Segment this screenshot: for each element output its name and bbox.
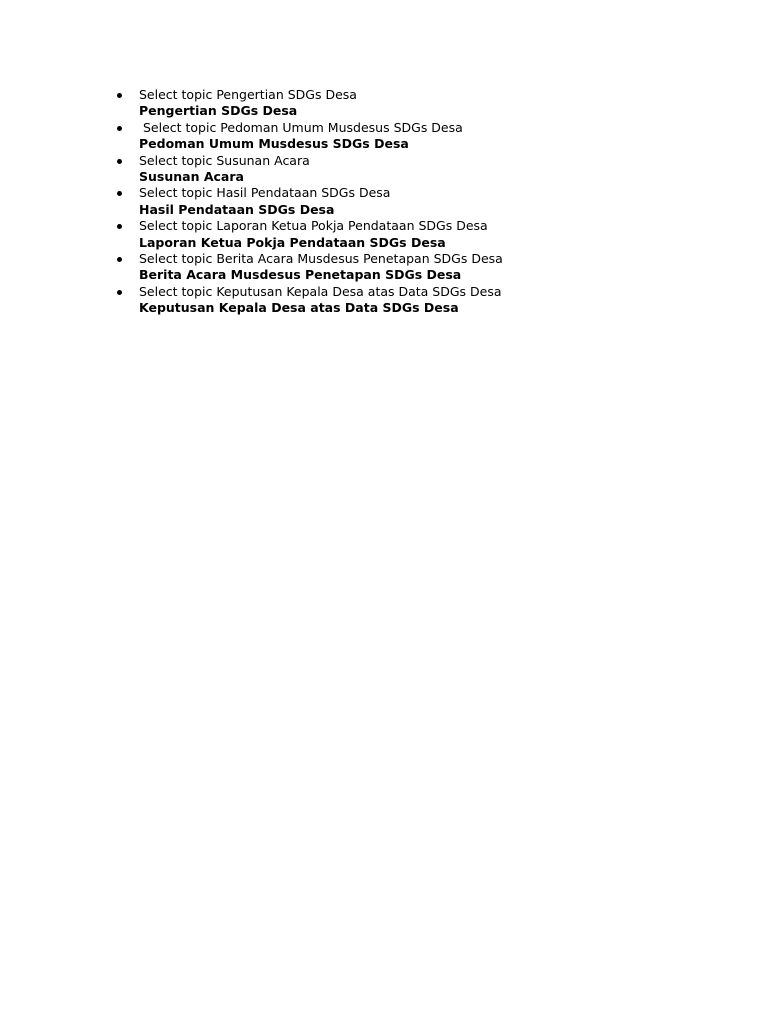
topic-heading: Susunan Acara bbox=[139, 169, 244, 185]
topic-heading: Pengertian SDGs Desa bbox=[139, 103, 298, 119]
list-item bbox=[139, 87, 739, 120]
bullet-icon bbox=[117, 126, 122, 131]
select-topic-text: Select topic Pedoman Umum Musdesus SDGs Desa bbox=[139, 119, 463, 135]
bullet-icon bbox=[117, 290, 122, 295]
list-item bbox=[139, 185, 739, 218]
list-item bbox=[139, 218, 739, 251]
topic-heading: Laporan Ketua Pokja Pendataan SDGs Desa bbox=[139, 234, 446, 250]
list-item bbox=[139, 153, 739, 186]
select-topic-text: Select topic Susunan Acara bbox=[139, 152, 310, 168]
select-topic-text: Select topic Laporan Ketua Pokja Pendataan SDGs Desa bbox=[139, 218, 488, 234]
topic-heading: Hasil Pendataan SDGs Desa bbox=[139, 201, 335, 217]
bullet-icon bbox=[117, 257, 122, 262]
list-item bbox=[139, 120, 739, 153]
select-topic-text: Select topic Hasil Pendataan SDGs Desa bbox=[139, 185, 391, 201]
bullet-icon bbox=[117, 93, 122, 98]
topic-heading: Berita Acara Musdesus Penetapan SDGs Desa bbox=[139, 267, 462, 283]
select-topic-text: Select topic Pengertian SDGs Desa bbox=[139, 87, 357, 102]
topic-heading: Pedoman Umum Musdesus SDGs Desa bbox=[139, 136, 409, 152]
list-item bbox=[139, 284, 739, 317]
topic-list bbox=[139, 87, 739, 317]
bullet-icon bbox=[117, 159, 122, 164]
select-topic-text: Select topic Berita Acara Musdesus Penetapan SDGs Desa bbox=[139, 251, 503, 267]
bullet-icon bbox=[117, 224, 122, 229]
bullet-icon bbox=[117, 191, 122, 196]
list-item bbox=[139, 251, 739, 284]
select-topic-text: Select topic Keputusan Kepala Desa atas Data SDGs Desa bbox=[139, 283, 502, 299]
topic-heading: Keputusan Kepala Desa atas Data SDGs Desa bbox=[139, 300, 459, 316]
